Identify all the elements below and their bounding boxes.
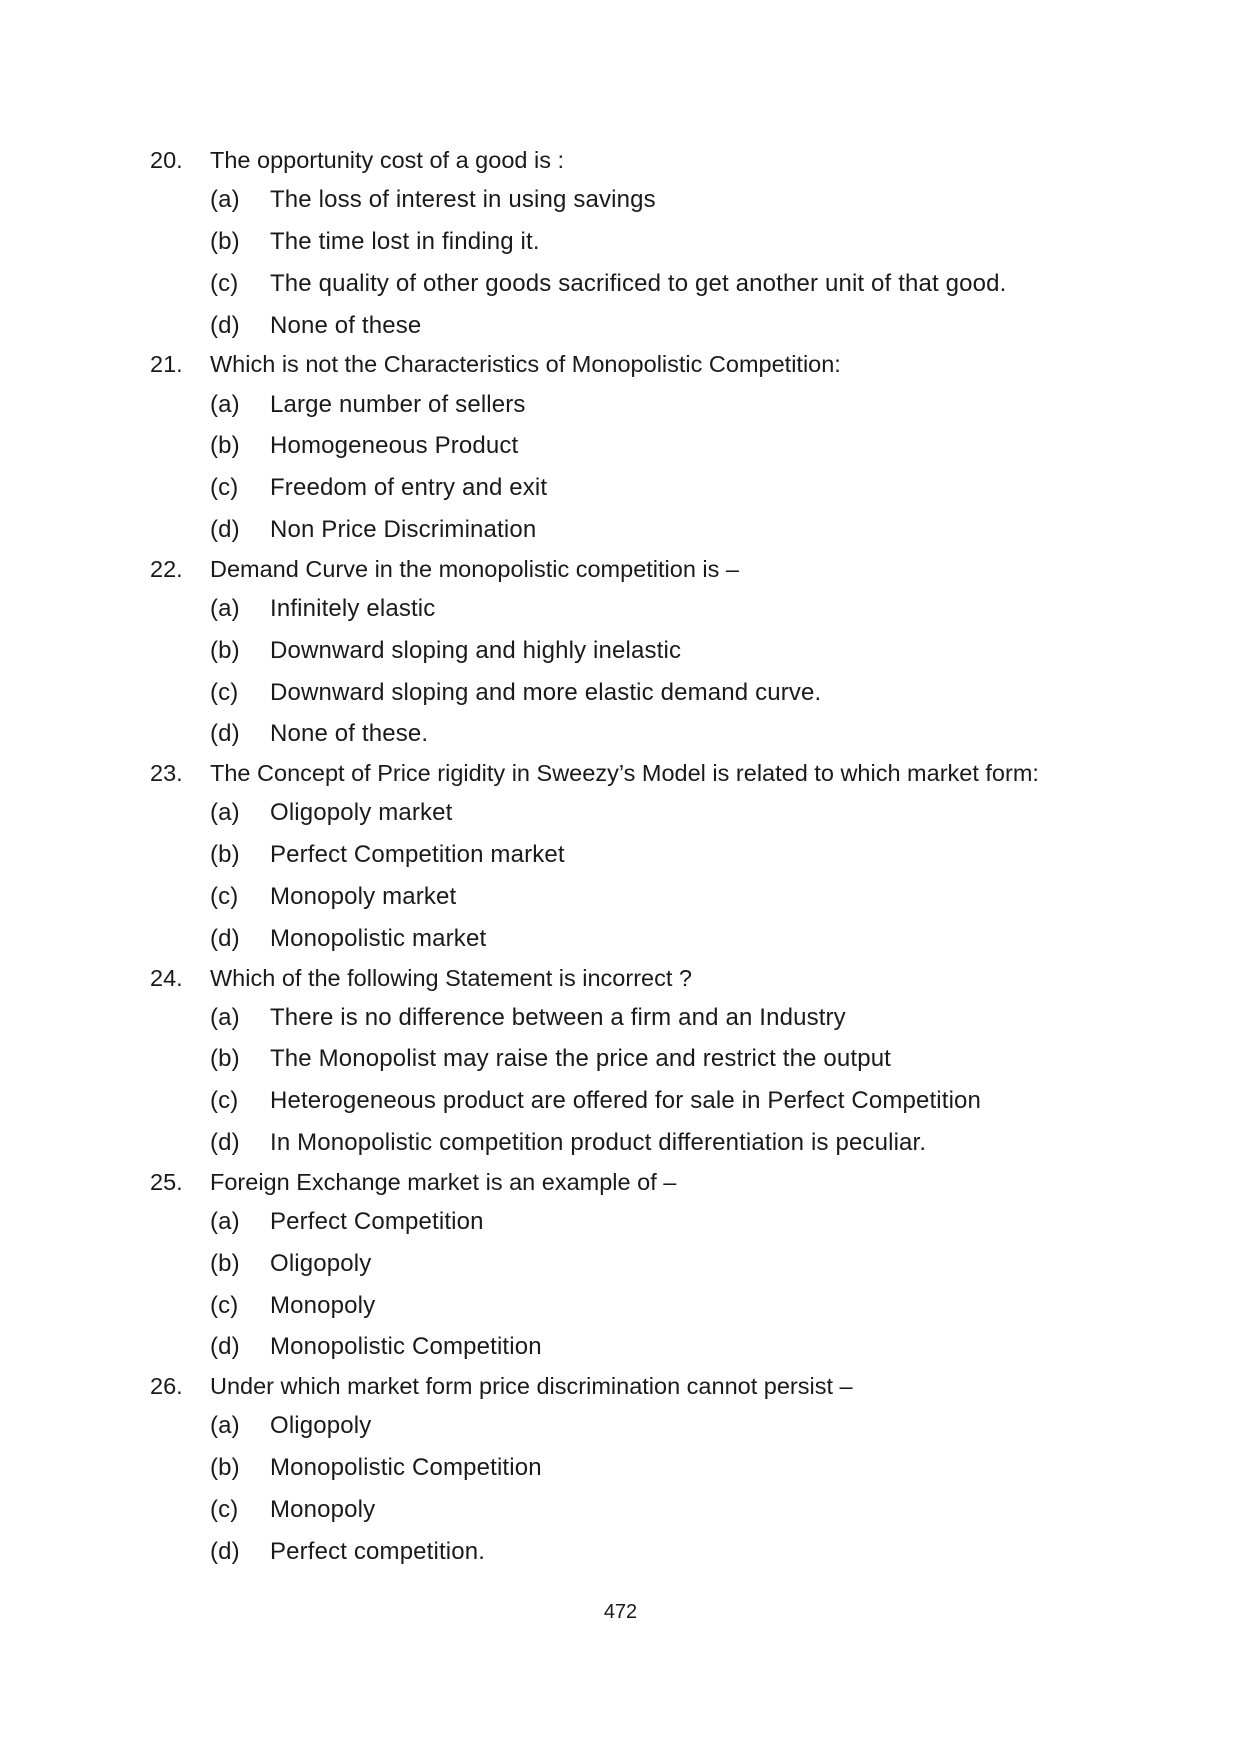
question-stem	[0, 142, 1241, 179]
question-stem	[0, 755, 1241, 792]
answer-option	[0, 918, 1241, 960]
question-21	[0, 346, 1241, 550]
answer-option	[0, 1531, 1241, 1573]
option-text: Perfect competition.	[270, 1537, 486, 1565]
option-letter: (c)	[210, 269, 239, 297]
option-text: The Monopolist may raise the price and restrict the output	[270, 1045, 892, 1073]
answer-option	[0, 630, 1241, 672]
option-text: None of these	[270, 311, 422, 339]
question-stem	[0, 1164, 1241, 1201]
answer-option	[0, 305, 1241, 347]
option-letter: (d)	[210, 515, 240, 543]
option-letter: (d)	[210, 311, 240, 339]
option-text: Heterogeneous product are offered for sale in Perfect Competition	[270, 1087, 982, 1115]
question-number: 20.	[150, 147, 183, 173]
option-text: Homogeneous Product	[270, 432, 519, 460]
page-number: 472	[603, 1601, 638, 1623]
question-text: Which of the following Statement is incorrect ?	[210, 964, 692, 991]
option-text: Monopolistic market	[270, 924, 487, 952]
question-text: The Concept of Price rigidity in Sweezy’s Model is related to which market form:	[210, 760, 1039, 787]
option-text: Oligopoly	[270, 1249, 372, 1277]
option-text: None of these.	[270, 720, 429, 748]
answer-option	[0, 509, 1241, 551]
option-text: Oligopoly market	[270, 799, 453, 827]
answer-option	[0, 1326, 1241, 1368]
answer-option	[0, 1285, 1241, 1327]
question-22	[0, 551, 1241, 755]
answer-option	[0, 792, 1241, 834]
option-letter: (c)	[210, 678, 239, 706]
option-letter: (a)	[210, 1208, 240, 1236]
option-letter: (b)	[210, 636, 240, 664]
answer-option	[0, 588, 1241, 630]
answer-option	[0, 1122, 1241, 1164]
option-text: Perfect Competition	[270, 1208, 484, 1236]
option-text: Freedom of entry and exit	[270, 474, 548, 502]
question-stem	[0, 1368, 1241, 1405]
question-text: The opportunity cost of a good is :	[210, 147, 565, 173]
answer-option	[0, 1038, 1241, 1080]
option-text: Perfect Competition market	[270, 841, 565, 869]
question-stem	[0, 346, 1241, 383]
question-number: 22.	[150, 555, 183, 582]
option-letter: (a)	[210, 1003, 240, 1031]
option-text: Large number of sellers	[270, 390, 526, 418]
question-stem	[0, 551, 1241, 588]
option-letter: (c)	[210, 882, 239, 910]
option-text: The time lost in finding it.	[270, 227, 540, 255]
option-text: Oligopoly	[270, 1412, 372, 1440]
question-26	[0, 1368, 1241, 1572]
option-text: Monopoly market	[270, 882, 457, 910]
option-letter: (c)	[210, 1087, 239, 1115]
question-24	[0, 960, 1241, 1164]
option-text: Monopoly	[270, 1496, 376, 1524]
option-letter: (d)	[210, 1537, 240, 1565]
option-letter: (b)	[210, 1045, 240, 1073]
option-letter: (d)	[210, 1129, 240, 1157]
answer-option	[0, 1201, 1241, 1243]
option-letter: (a)	[210, 594, 240, 622]
answer-option	[0, 713, 1241, 755]
question-23	[0, 755, 1241, 959]
option-letter: (a)	[210, 1412, 240, 1440]
question-number: 25.	[150, 1168, 183, 1195]
option-text: Monopolistic Competition	[270, 1454, 542, 1482]
question-number: 26.	[150, 1373, 183, 1400]
option-letter: (d)	[210, 720, 240, 748]
option-text: Downward sloping and more elastic demand curve.	[270, 678, 822, 706]
answer-option	[0, 1080, 1241, 1122]
answer-option	[0, 221, 1241, 263]
answer-option	[0, 876, 1241, 918]
question-text: Demand Curve in the monopolistic competition is –	[210, 555, 740, 582]
option-text: In Monopolistic competition product differentiation is peculiar.	[270, 1129, 927, 1157]
option-letter: (d)	[210, 924, 240, 952]
question-number: 23.	[150, 760, 183, 787]
question-stem	[0, 960, 1241, 997]
option-letter: (b)	[210, 1454, 240, 1482]
option-text: The loss of interest in using savings	[270, 186, 656, 214]
option-letter: (b)	[210, 1249, 240, 1277]
answer-option	[0, 997, 1241, 1039]
answer-option	[0, 467, 1241, 509]
answer-option	[0, 834, 1241, 876]
question-text: Foreign Exchange market is an example of –	[210, 1168, 677, 1195]
question-text: Which is not the Characteristics of Monopolistic Competition:	[210, 351, 841, 378]
option-letter: (c)	[210, 474, 239, 502]
question-number: 21.	[150, 351, 183, 378]
option-text: Downward sloping and highly inelastic	[270, 636, 682, 664]
option-text: Monopolistic Competition	[270, 1333, 542, 1361]
option-letter: (d)	[210, 1333, 240, 1361]
answer-option	[0, 384, 1241, 426]
answer-option	[0, 263, 1241, 305]
answer-option	[0, 179, 1241, 221]
answer-option	[0, 425, 1241, 467]
question-text: Under which market form price discrimination cannot persist –	[210, 1373, 853, 1400]
question-number: 24.	[150, 964, 183, 991]
question-25	[0, 1164, 1241, 1368]
option-text: Monopoly	[270, 1291, 376, 1319]
option-letter: (b)	[210, 841, 240, 869]
option-letter: (a)	[210, 390, 240, 418]
answer-option	[0, 1489, 1241, 1531]
question-20	[0, 142, 1241, 346]
answer-option	[0, 1405, 1241, 1447]
option-letter: (a)	[210, 799, 240, 827]
option-text: There is no difference between a firm and an Industry	[270, 1003, 846, 1031]
option-text: The quality of other goods sacrificed to get another unit of that good.	[270, 269, 1007, 297]
answer-option	[0, 1447, 1241, 1489]
option-letter: (c)	[210, 1291, 239, 1319]
answer-option	[0, 1243, 1241, 1285]
option-letter: (b)	[210, 432, 240, 460]
question-list	[0, 142, 1241, 1573]
option-letter: (a)	[210, 186, 240, 214]
option-text: Non Price Discrimination	[270, 515, 537, 543]
answer-option	[0, 672, 1241, 714]
option-letter: (b)	[210, 227, 240, 255]
option-text: Infinitely elastic	[270, 594, 436, 622]
option-letter: (c)	[210, 1496, 239, 1524]
